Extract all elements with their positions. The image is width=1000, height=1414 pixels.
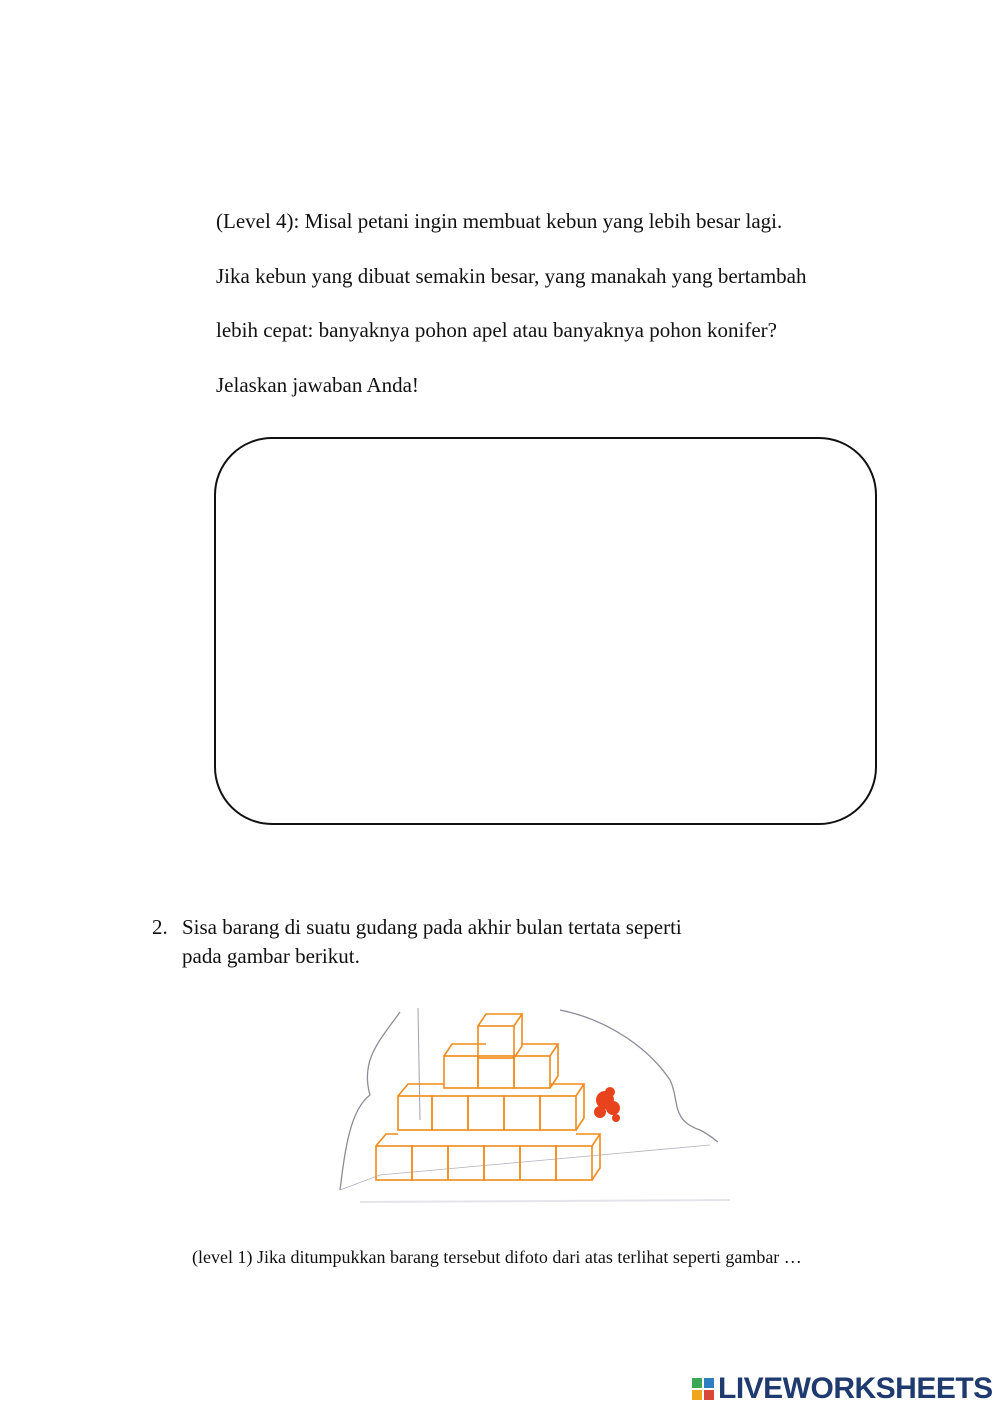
question-number: 2. — [152, 915, 168, 939]
question-level4-line-1: (Level 4): Misal petani ingin membuat kebun yang lebih besar lagi. — [216, 209, 783, 233]
stacked-boxes-drawing — [320, 1000, 740, 1210]
level1-question: (level 1) Jika ditumpukkan barang tersebut difoto dari atas terlihat seperti gambar … — [192, 1247, 802, 1267]
question-2-text — [182, 913, 682, 971]
question-2-line-1: Sisa barang di suatu gudang pada akhir bulan tertata seperti — [182, 915, 682, 939]
brand-name: LIVEWORKSHEETS — [718, 1372, 993, 1405]
brand-logo — [692, 1372, 993, 1406]
answer-text-box[interactable] — [214, 437, 877, 825]
question-level4-line-4: Jelaskan jawaban Anda! — [216, 373, 419, 397]
question-2-line-2: pada gambar berikut. — [182, 944, 360, 968]
question-level4-line-3: lebih cepat: banyaknya pohon apel atau banyaknya pohon konifer? — [216, 318, 777, 342]
question-level4-line-2: Jika kebun yang dibuat semakin besar, yang manakah yang bertambah — [216, 264, 807, 288]
liveworksheets-logo-icon — [692, 1378, 714, 1400]
